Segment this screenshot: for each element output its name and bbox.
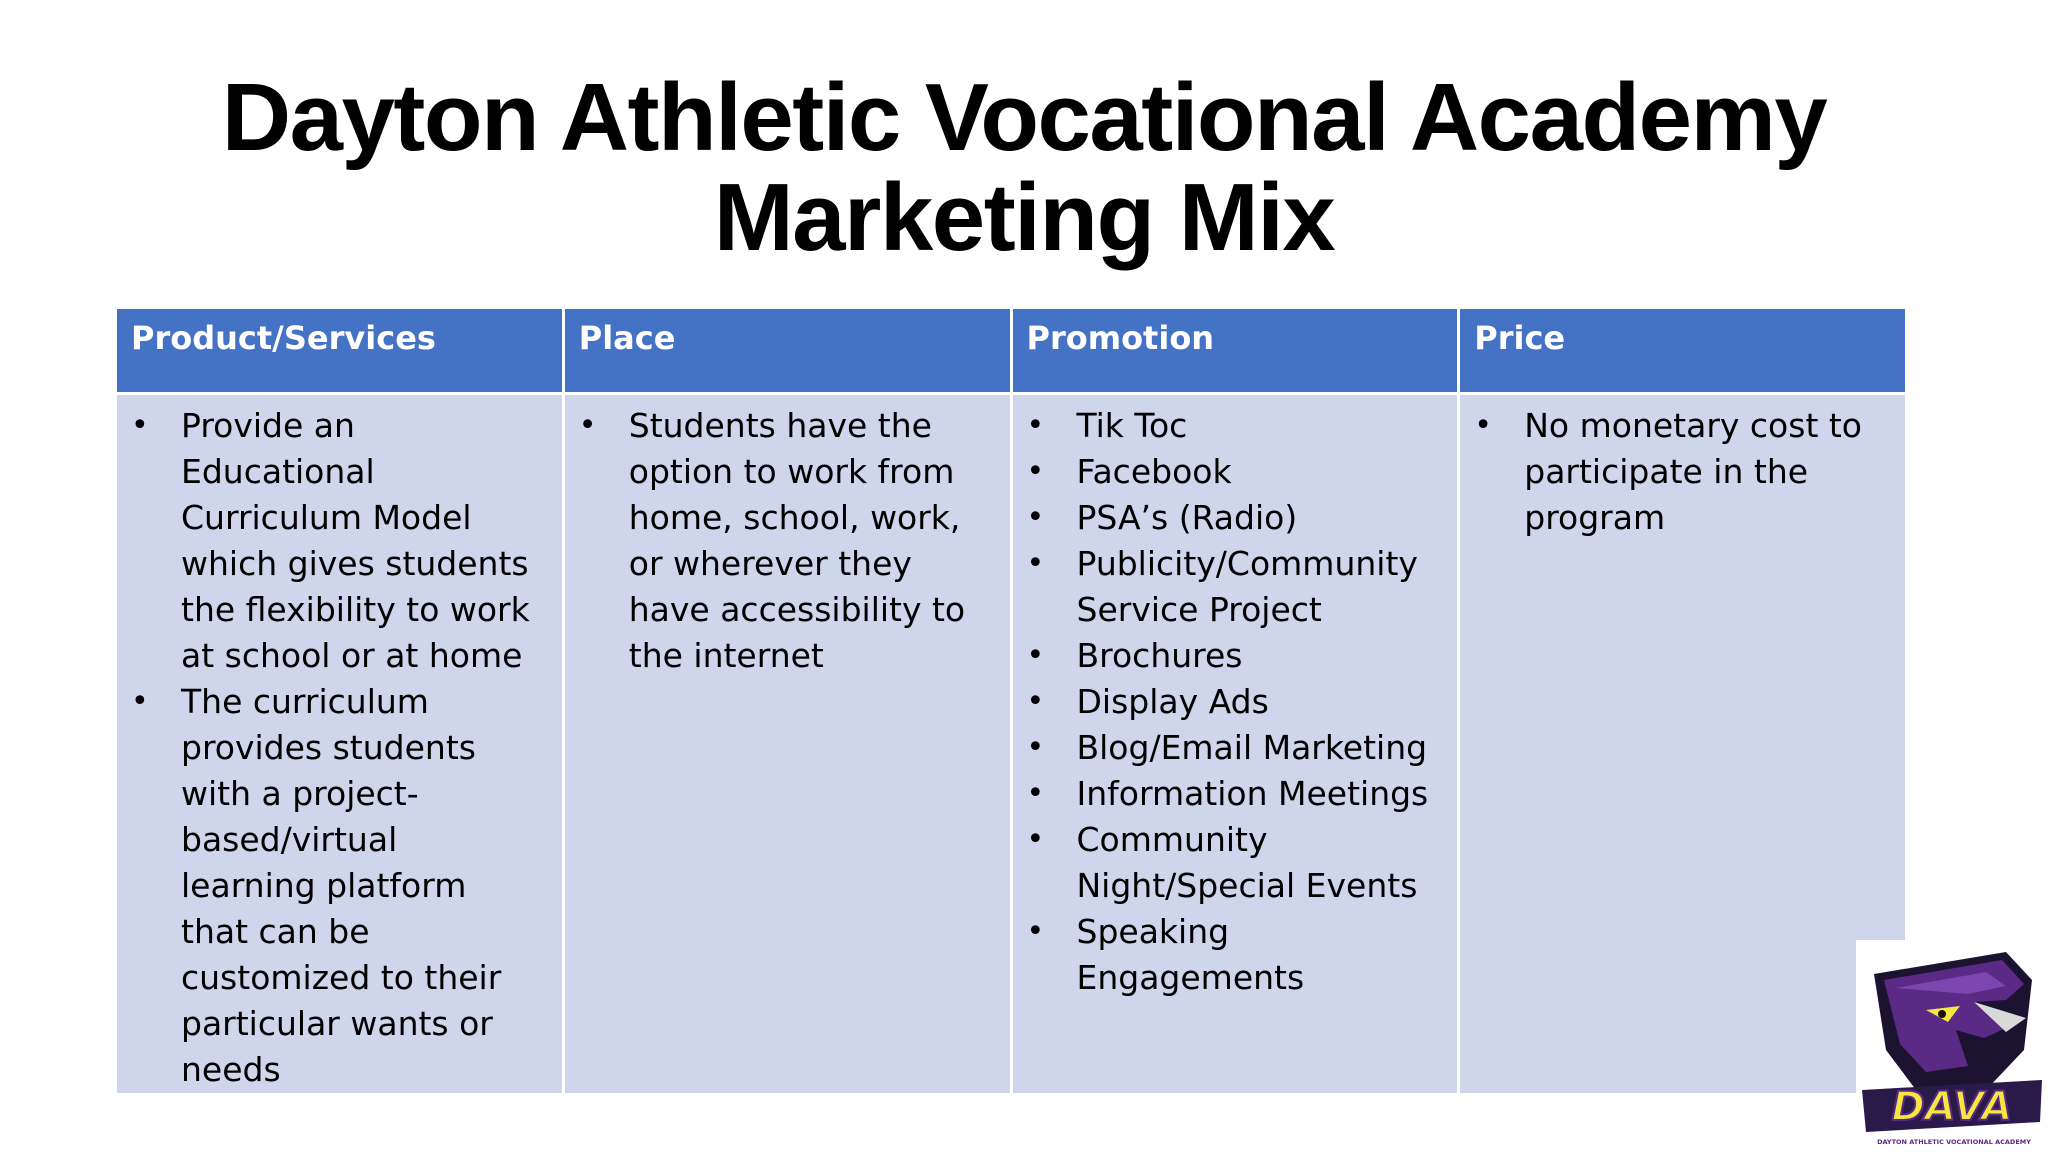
list-item (1027, 817, 1438, 909)
list-item (1027, 771, 1438, 817)
list-item-text: Facebook (1076, 452, 1232, 491)
eagle-mascot-icon (1856, 940, 2048, 1152)
bullet-glyph: • (1026, 776, 1045, 811)
header-place: Place (563, 308, 1011, 394)
table-row (116, 394, 1907, 1095)
cell-promotion (1011, 394, 1459, 1095)
bullet-glyph: • (131, 408, 149, 443)
bullet-glyph: • (131, 684, 149, 719)
list-item (131, 403, 542, 679)
list-item-text: Blog/Email Marketing (1076, 728, 1428, 767)
list-item (131, 679, 542, 1093)
bullet-glyph: • (1026, 500, 1045, 535)
list-item-text: Display Ads (1076, 682, 1269, 721)
list-item-text: Provide an Educational Curriculum Model which gives students the flexibility to work at school or at home (181, 406, 530, 675)
cell-price (1459, 394, 1907, 1095)
bullet-glyph: • (1026, 454, 1045, 489)
header-product-services: Product/Services (116, 308, 564, 394)
slide-title (0, 64, 2048, 271)
title-line-1: Dayton Athletic Vocational Academy (221, 64, 1827, 171)
list-item (1027, 449, 1438, 495)
bullet-list-place (579, 403, 990, 679)
bullet-glyph: • (1026, 638, 1045, 673)
header-promotion: Promotion (1011, 308, 1459, 394)
list-item-text: Publicity/Community Service Project (1076, 544, 1418, 629)
bullet-list-product-services (131, 403, 542, 1093)
bullet-glyph: • (578, 408, 597, 443)
bullet-list-promotion (1027, 403, 1438, 1001)
bullet-glyph: • (1026, 730, 1045, 765)
list-item-text: Community Night/Special Events (1076, 820, 1418, 905)
list-item (1027, 725, 1438, 771)
marketing-mix-table (114, 306, 1908, 1096)
logo-tagline: DAYTON ATHLETIC VOCATIONAL ACADEMY (1877, 1138, 2031, 1146)
bullet-list-price (1474, 403, 1885, 541)
list-item (579, 403, 990, 679)
cell-product-services (116, 394, 564, 1095)
title-line-2: Marketing Mix (713, 164, 1335, 271)
list-item (1027, 403, 1438, 449)
list-item-text: Brochures (1076, 636, 1243, 675)
list-item (1474, 403, 1885, 541)
list-item-text: The curriculum provides students with a project-based/virtual learning platform that can be customized to their particular wants or needs (181, 682, 502, 1089)
dava-logo (1856, 940, 2048, 1152)
bullet-glyph: • (1026, 546, 1045, 581)
bullet-glyph: • (1474, 408, 1492, 443)
logo-wordmark: DAVA (1891, 1084, 2013, 1130)
list-item (1027, 633, 1438, 679)
header-price: Price (1459, 308, 1907, 394)
cell-place (563, 394, 1011, 1095)
list-item (1027, 495, 1438, 541)
list-item (1027, 679, 1438, 725)
list-item-text: Tik Toc (1076, 406, 1188, 445)
list-item-text: Information Meetings (1076, 774, 1429, 813)
list-item-text: Speaking Engagements (1076, 912, 1305, 997)
bullet-glyph: • (1026, 408, 1045, 443)
list-item-text: No monetary cost to participate in the program (1524, 406, 1863, 537)
list-item-text: PSA’s (Radio) (1076, 498, 1298, 537)
list-item-text: Students have the option to work from home, school, work, or wherever they have accessibility to the internet (628, 406, 966, 675)
bullet-glyph: • (1026, 822, 1045, 857)
bullet-glyph: • (1026, 684, 1045, 719)
list-item (1027, 541, 1438, 633)
table-header-row (116, 308, 1907, 394)
list-item (1027, 909, 1438, 1001)
bullet-glyph: • (1026, 914, 1045, 949)
